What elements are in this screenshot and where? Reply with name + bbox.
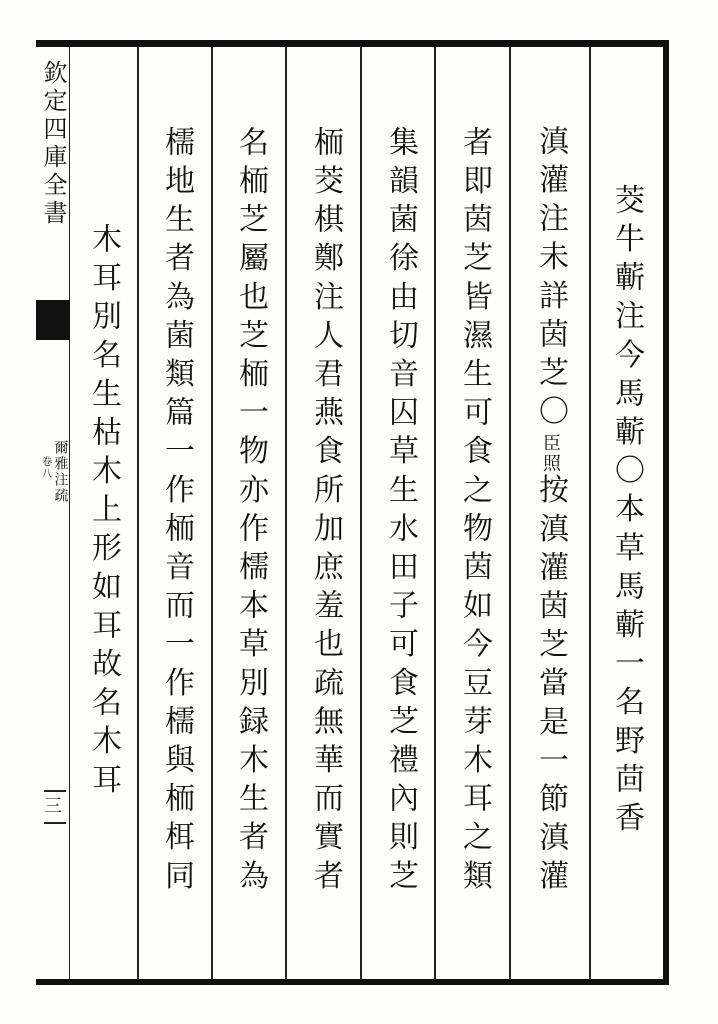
column-2-text-a: 滇灌注未詳茵芝〇 xyxy=(533,125,568,435)
volume-number: 卷八 xyxy=(39,456,51,480)
page-rule-bottom xyxy=(44,822,66,824)
text-column-2 xyxy=(522,56,578,968)
text-column-1: 茭牛蘄注今馬蘄〇本草馬蘄一名野茴香 xyxy=(609,183,644,841)
text-column-5: 栭茭棋鄭注人君燕食所加庶羞也疏無華而實者 xyxy=(308,126,343,898)
column-rule xyxy=(360,47,362,979)
volume-label xyxy=(36,440,70,570)
page-number: 三 xyxy=(44,796,62,817)
text-column-7: 檽地生者為菌類篇一作栭音而一作檽與栭栮同 xyxy=(159,126,194,898)
text-column-6: 名栭芝屬也芝栭一物亦作檽本草別録木生者為 xyxy=(233,126,268,898)
editor-note: 臣照 xyxy=(540,434,561,475)
text-column-3: 者即茵芝皆濕生可食之物茵如今豆芽木耳之類 xyxy=(457,126,492,898)
volume-title: 爾雅注疏 xyxy=(52,440,69,504)
column-rule xyxy=(434,47,436,979)
column-rule xyxy=(211,47,213,979)
fishtail-mark xyxy=(36,300,70,340)
column-2-text-b: 按滇灌茵芝當是一節滇灌 xyxy=(533,474,568,899)
column-rule xyxy=(137,47,139,979)
book-title: 欽定四庫全書 xyxy=(39,60,67,228)
column-rule xyxy=(589,47,591,979)
column-rule xyxy=(285,47,287,979)
column-rule xyxy=(509,47,511,979)
text-column-8: 木耳別名生枯木上形如耳故名木耳 xyxy=(86,222,121,802)
text-column-4: 集韻菌徐由切音囚草生水田子可食芝禮內則芝 xyxy=(383,126,418,898)
